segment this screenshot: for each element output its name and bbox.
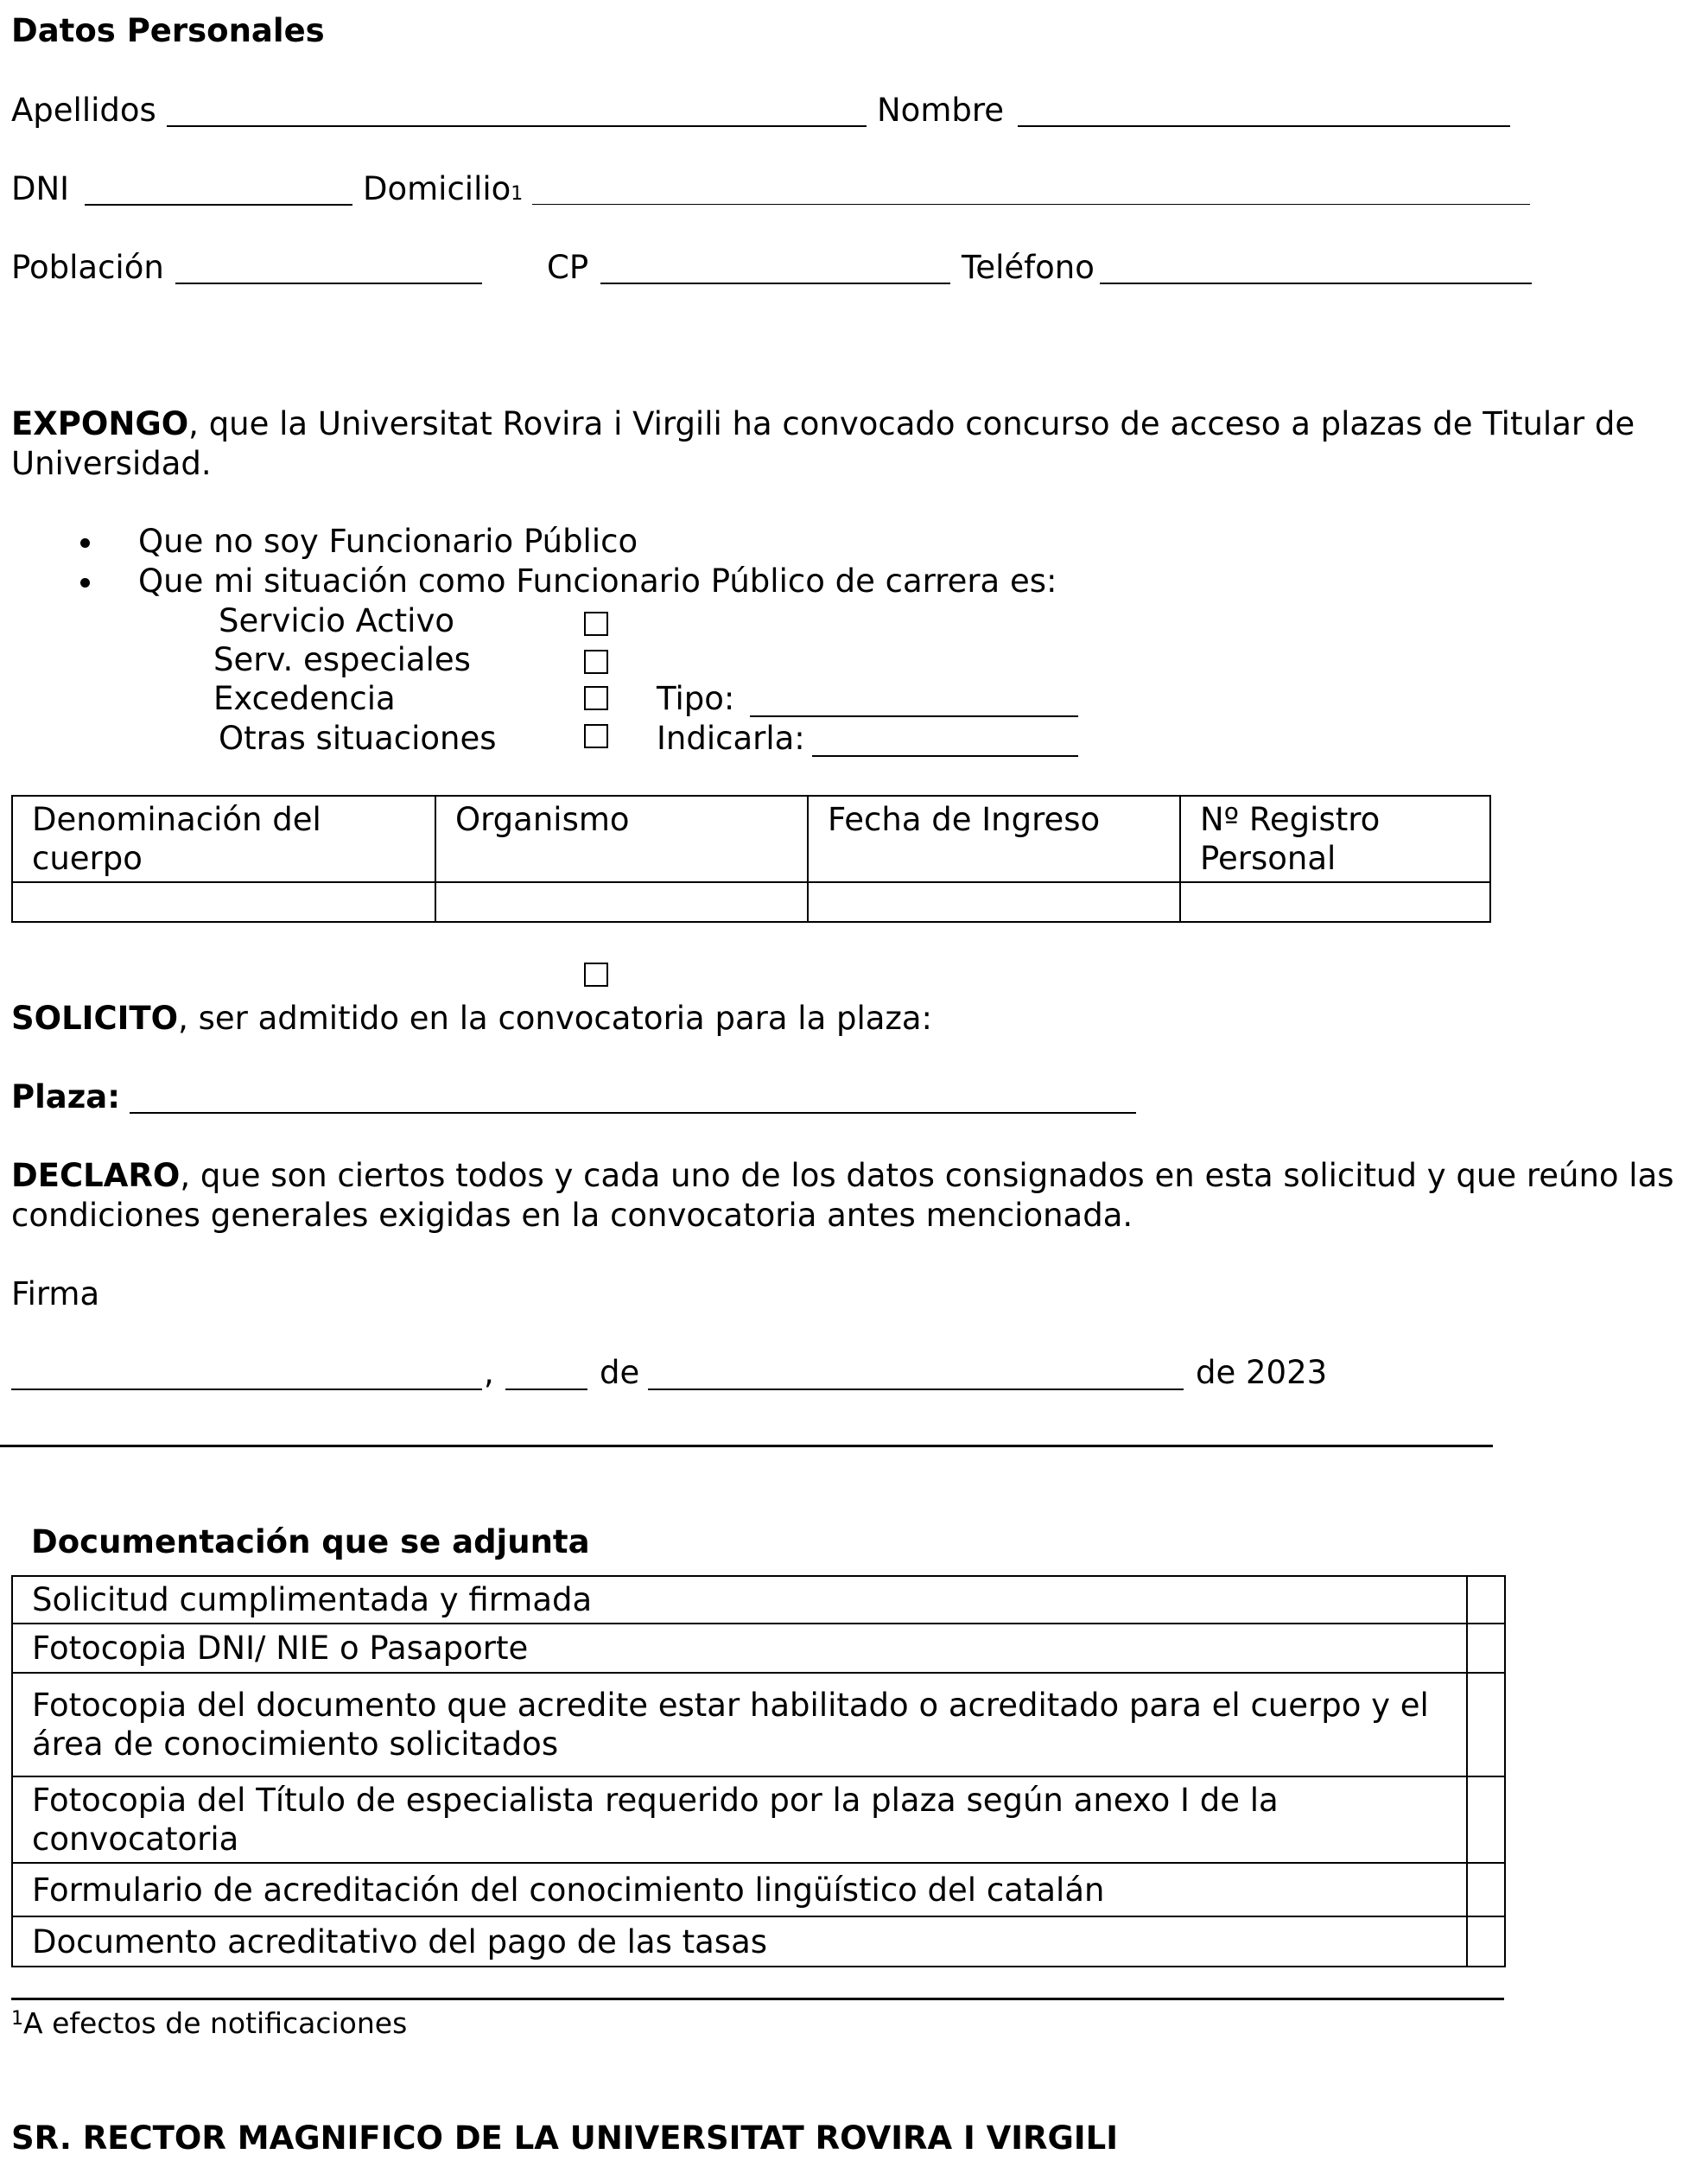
dni-label: DNI <box>11 170 70 207</box>
bullet-dot <box>80 538 90 548</box>
tipo-label: Tipo: <box>657 680 735 717</box>
poblacion-field[interactable] <box>175 283 482 284</box>
doc-item-label: Formulario de acreditación del conocimiento lingüístico del catalán <box>12 1863 1467 1916</box>
addressee: SR. RECTOR MAGNIFICO DE LA UNIVERSITAT ROVIRA I VIRGILI <box>11 2119 1119 2157</box>
indicarla-field[interactable] <box>812 755 1078 757</box>
documentation-table <box>11 1575 1506 1967</box>
table-row <box>12 1916 1505 1967</box>
solicito-line <box>11 1000 932 1038</box>
firma-label: Firma <box>11 1275 100 1312</box>
option-otras-situaciones: Otras situaciones <box>219 720 497 757</box>
option-serv-especiales: Serv. especiales <box>213 641 471 678</box>
footnote-ref: 1 <box>511 183 524 205</box>
table-row <box>12 1673 1505 1776</box>
firma-comma: , <box>484 1354 494 1391</box>
bullet-dot <box>80 578 90 588</box>
expongo-line1 <box>11 405 1635 443</box>
cp-label: CP <box>547 249 589 286</box>
firma-year: de 2023 <box>1196 1354 1328 1391</box>
declaro-line1 <box>11 1157 1674 1195</box>
header-organismo: Organismo <box>435 796 808 882</box>
doc-item-checkbox[interactable] <box>1467 1776 1505 1863</box>
doc-item-checkbox[interactable] <box>1467 1624 1505 1673</box>
cp-field[interactable] <box>600 283 950 284</box>
table-row <box>12 1576 1505 1624</box>
doc-item-label: Fotocopia DNI/ NIE o Pasaporte <box>12 1624 1467 1673</box>
doc-item-label: Fotocopia del Título de especialista requerido por la plaza según anexo I de la convocatoria <box>12 1776 1467 1863</box>
dni-field[interactable] <box>85 204 352 206</box>
expongo-text: , que la Universitat Rovira i Virgili ha convocado concurso de acceso a plazas de Titular de <box>188 405 1635 442</box>
indicarla-label: Indicarla: <box>657 720 805 757</box>
expongo-keyword: EXPONGO <box>11 405 189 442</box>
section-divider <box>0 1445 1493 1447</box>
checkbox-otras-situaciones[interactable] <box>584 724 608 748</box>
documentation-heading: Documentación que se adjunta <box>31 1523 590 1560</box>
solicito-text: , ser admitido en la convocatoria para la plaza: <box>178 1000 933 1037</box>
checkbox-solicito[interactable] <box>584 963 608 987</box>
poblacion-label: Población <box>11 249 164 286</box>
cell-organismo[interactable] <box>435 882 808 922</box>
plaza-label: Plaza: <box>11 1078 121 1115</box>
table-row <box>12 1624 1505 1673</box>
nombre-label: Nombre <box>877 92 1005 129</box>
doc-item-checkbox[interactable] <box>1467 1673 1505 1776</box>
bullet-no-funcionario: Que no soy Funcionario Público <box>138 523 638 560</box>
domicilio-label: Domicilio <box>363 170 511 207</box>
footnote-mark: 1 <box>11 2008 23 2030</box>
domicilio-field[interactable] <box>532 204 1530 205</box>
declaro-keyword: DECLARO <box>11 1157 181 1194</box>
bullet-situacion: Que mi situación como Funcionario Público de carrera es: <box>138 562 1057 600</box>
plaza-field[interactable] <box>130 1112 1136 1114</box>
header-fecha-ingreso: Fecha de Ingreso <box>808 796 1180 882</box>
doc-item-checkbox[interactable] <box>1467 1863 1505 1916</box>
section-heading-personal: Datos Personales <box>11 12 325 49</box>
domicilio-label-wrap <box>363 170 523 208</box>
dia-field[interactable] <box>505 1389 587 1390</box>
header-registro: Nº Registro Personal <box>1180 796 1490 882</box>
header-denominacion: Denominación del cuerpo <box>12 796 435 882</box>
doc-item-label: Documento acreditativo del pago de las tasas <box>12 1916 1467 1967</box>
telefono-label: Teléfono <box>962 249 1095 286</box>
checkbox-serv-especiales[interactable] <box>584 650 608 674</box>
nombre-field[interactable] <box>1018 125 1510 127</box>
cell-denominacion[interactable] <box>12 882 435 922</box>
table-row <box>12 1776 1505 1863</box>
footnote <box>11 2006 407 2041</box>
cell-registro[interactable] <box>1180 882 1490 922</box>
table-header-row <box>12 796 1490 882</box>
checkbox-servicio-activo[interactable] <box>584 612 608 636</box>
footnote-divider <box>11 1998 1504 2000</box>
table-row <box>12 1863 1505 1916</box>
solicito-keyword: SOLICITO <box>11 1000 179 1037</box>
doc-item-checkbox[interactable] <box>1467 1916 1505 1967</box>
telefono-field[interactable] <box>1100 283 1532 284</box>
expongo-line2: Universidad. <box>11 445 212 482</box>
footnote-text: A efectos de notificaciones <box>23 2006 408 2040</box>
apellidos-field[interactable] <box>167 125 867 127</box>
apellidos-label: Apellidos <box>11 92 156 129</box>
doc-item-label: Solicitud cumplimentada y firmada <box>12 1576 1467 1624</box>
declaro-text: , que son ciertos todos y cada uno de los datos consignados en esta solicitud y que reúno las <box>180 1157 1674 1194</box>
declaro-line2: condiciones generales exigidas en la convocatoria antes mencionada. <box>11 1197 1133 1234</box>
checkbox-excedencia[interactable] <box>584 686 608 710</box>
firma-de: de <box>600 1354 640 1391</box>
tipo-field[interactable] <box>750 715 1078 717</box>
lugar-field[interactable] <box>11 1389 482 1390</box>
doc-item-checkbox[interactable] <box>1467 1576 1505 1624</box>
cuerpo-table <box>11 795 1491 923</box>
option-servicio-activo: Servicio Activo <box>219 602 454 639</box>
mes-field[interactable] <box>648 1389 1184 1390</box>
table-row <box>12 882 1490 922</box>
option-excedencia: Excedencia <box>213 680 396 717</box>
doc-item-label: Fotocopia del documento que acredite estar habilitado o acreditado para el cuerpo y el área de conocimiento solicitados <box>12 1673 1467 1776</box>
cell-fecha-ingreso[interactable] <box>808 882 1180 922</box>
